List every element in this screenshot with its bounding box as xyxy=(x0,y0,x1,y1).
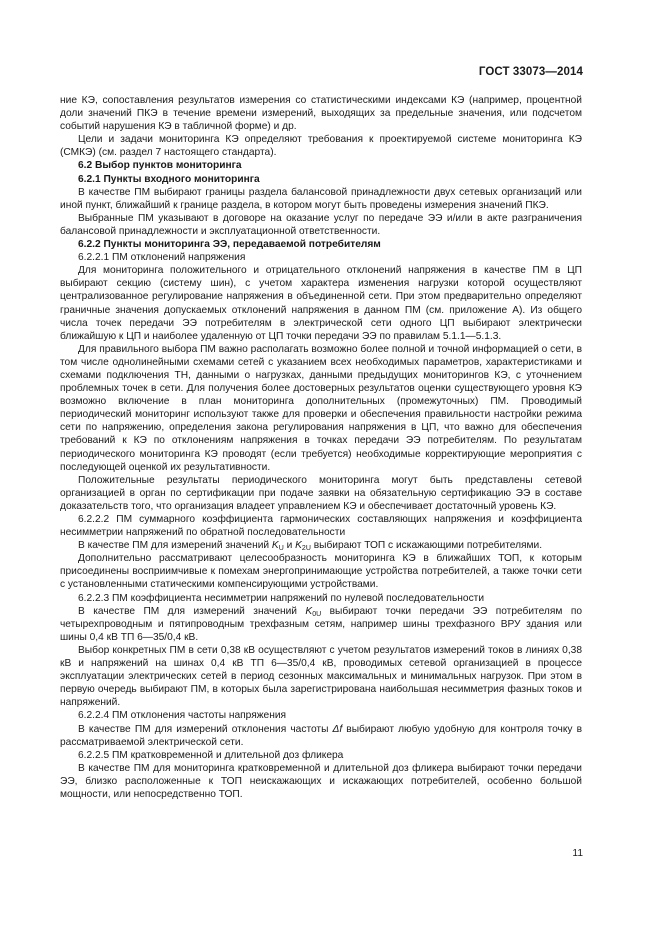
paragraph: В качестве ПМ для мониторинга кратковременной и длительной доз фликера выбирают точки передачи ЭЭ, близко расположенные к ТОП неискажающих и искажающих потребителей, особенно большой мощности, или непосредственно ТОП. xyxy=(60,762,582,800)
page-content xyxy=(60,94,582,801)
subsection-title-6-2-2-4: 6.2.2.4 ПМ отклонения частоты напряжения xyxy=(78,710,287,722)
section-heading-6-2-1: 6.2.1 Пункты входного мониторинга xyxy=(78,173,260,185)
paragraph: Дополнительно рассматривают целесообразность мониторинга КЭ в ближайших ТОП, к которым присоединены восприимчивые к помехам энергопринимающие устройства потребителей, а также точки сети с установленными статическими компенсирующими устройствами. xyxy=(60,553,582,591)
section-heading-6-2-2: 6.2.2 Пункты мониторинга ЭЭ, передаваемой потребителям xyxy=(78,239,381,251)
page-number: 11 xyxy=(572,848,583,859)
subsection-title-6-2-2-3: 6.2.2.3 ПМ коэффициента несимметрии напряжений по нулевой последовательности xyxy=(78,592,485,604)
subsection-title-6-2-2-1: 6.2.2.1 ПМ отклонений напряжения xyxy=(78,252,246,264)
paragraph: ние КЭ, сопоставления результатов измерения со статистическими индексами КЭ (например, процентной доли значений ПКЭ в течение времени измерений, выходящих за предельные значения, или подсчетом событий нарушения КЭ в табличной форме) и др. xyxy=(60,95,582,133)
paragraph: Положительные результаты периодического мониторинга могут быть представлены сетевой организацией в орган по сертификации при подаче заявки на обязательную сертификацию ЭЭ в составе доказательств того, что организация владеет управлением КЭ и обеспечивает достаточный уровень КЭ. xyxy=(60,474,582,512)
paragraph: В качестве ПМ для измерений отклонения частоты Δf выбирают любую удобную для контроля точку в рассматриваемой электрической сети. xyxy=(60,723,582,748)
paragraph: Для мониторинга положительного и отрицательного отклонений напряжения в качестве ПМ в ЦП выбирают секцию (систему шин), с учетом характера изменения нагрузки которой осуществляют централизованное регулирование напряжения в объединенной сети. При этом предварительно определяют граничные значения допускаемых отклонений напряжения в данном ПМ (см. приложение А). Из общего числа точек передачи ЭЭ потребителям в электрической сети одного ЦП выбирают электрически ближайшую к ЦП и наиболее удаленную от ЦП точки передачи ЭЭ по правилам 5.1.1—5.1.3. xyxy=(60,265,582,342)
subsection-title-6-2-2-5: 6.2.2.5 ПМ кратковременной и длительной доз фликера xyxy=(78,749,344,761)
subsection-title-6-2-2-2: 6.2.2.2 ПМ суммарного коэффициента гармонических составляющих напряжения и коэффициента несимметрии напряжений по обратной последовательности xyxy=(60,514,582,539)
paragraph: Цели и задачи мониторинга КЭ определяют требования к проектируемой системе мониторинга КЭ (СМКЭ) (см. раздел 7 настоящего стандарта). xyxy=(60,134,582,159)
section-heading-6-2: 6.2 Выбор пунктов мониторинга xyxy=(78,160,242,172)
paragraph: В качестве ПМ для измерений значений $K_U$ и $K_{2U}$ выбирают ТОП с искажающими потребителями. xyxy=(78,540,543,553)
paragraph: В качестве ПМ для измерений значений $K_{0U}$ выбирают точки передачи ЭЭ потребителям по четырехпроводным и пятипроводным трехфазным сетям, например шины трехфазного ВРУ здания или шины 0,4 кВ ТП 6—35/0,4 кВ. xyxy=(60,605,582,643)
paragraph: Для правильного выбора ПМ важно располагать возможно более полной и точной информацией о сети, в том числе однолинейными схемами сетей с указанием всех необходимых параметров, характеристиками и схемами подключения ТН, данными о нагрузках, данными предыдущих мониторингов КЭ, с уточнением проблемных точек в сети. Для получения более достоверных результатов оценки существующего уровня КЭ возможно включение в план мониторинга дополнительных (промежуточных) ПМ. Проводимый периодический мониторинг используют также для проверки и обеспечения правильности настройки режима сети по напряжению, определения закона регулирования напряжения в ЦП, что важно для обеспечения требований к КЭ по отклонениям напряжения в точках передачи ЭЭ потребителям. По результатам периодического мониторинга КЭ проводят (если требуется) необходимые корректирующие мероприятия с последующей оценкой их результативности. xyxy=(60,343,582,473)
standard-number: ГОСТ 33073—2014 xyxy=(478,66,583,78)
paragraph: Выбранные ПМ указывают в договоре на оказание услуг по передаче ЭЭ и/или в акте разграничения балансовой принадлежности и эксплуатационной ответственности. xyxy=(60,212,582,237)
paragraph: Выбор конкретных ПМ в сети 0,38 кВ осуществляют с учетом результатов измерений токов в линиях 0,38 кВ и напряжений на шинах 0,4 кВ ТП 6—35/0,4 кВ, проводимых сетевой организацией в процессе эксплуатации электрических сетей в период сезонных максимальных и минимальных нагрузок. При этом в первую очередь выбирают ПМ, в которых была зарегистрирована наибольшая несимметрия фазных токов и напряжений. xyxy=(60,644,582,709)
paragraph: В качестве ПМ выбирают границы раздела балансовой принадлежности двух сетевых организаций или иной пункт, ближайший к границе раздела, в котором могут быть проведены измерения значений ПКЭ. xyxy=(60,186,582,211)
